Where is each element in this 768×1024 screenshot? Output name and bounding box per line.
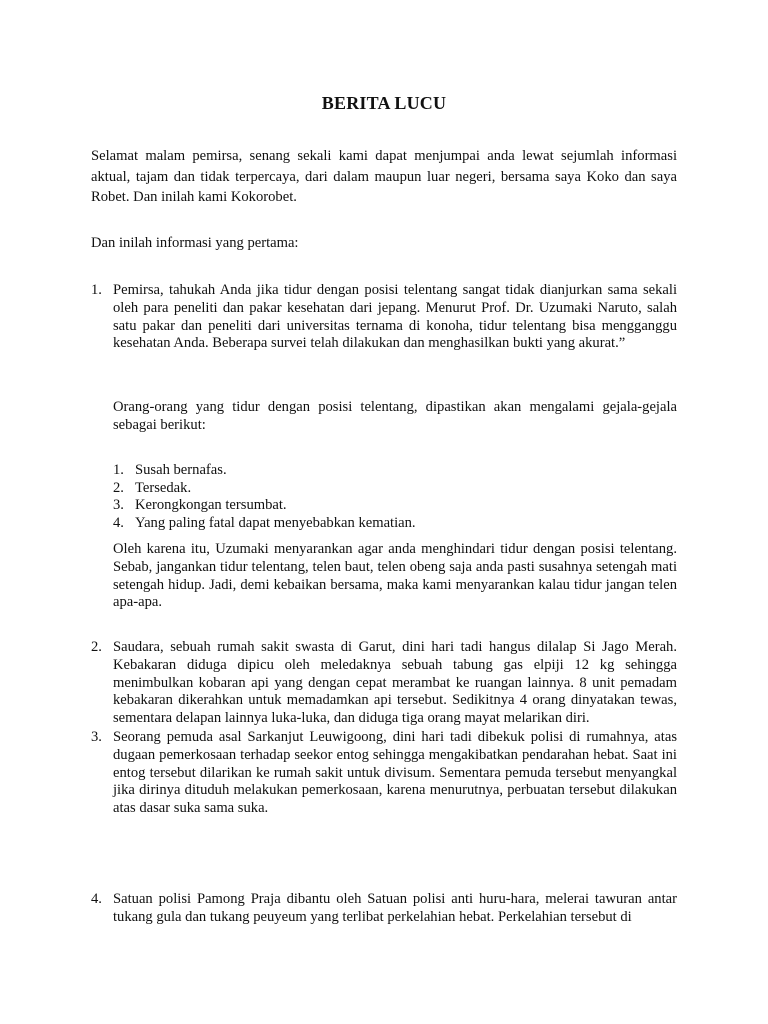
symptom-text: Kerongkongan tersumbat. (135, 497, 287, 513)
symptom-text: Yang paling fatal dapat menyebabkan kematian. (135, 515, 416, 531)
list-number: 3. (91, 729, 102, 745)
intro-paragraph: Selamat malam pemirsa, senang sekali kami dapat menjumpai anda lewat sejumlah informasi aktual, tajam dan tidak terpercaya, dari dalam maupun luar negeri, bersama saya Koko dan saya Robet. Dan inilah kami Kokorobet. (91, 148, 677, 205)
list-number: 4. (91, 891, 102, 907)
list-number: 1. (91, 282, 102, 298)
symptom-number: 3. (113, 497, 124, 513)
page-title: BERITA LUCU (321, 93, 447, 113)
symptom-text: Tersedak. (135, 480, 192, 496)
list-item-text: Saudara, sebuah rumah sakit swasta di Garut, dini hari tadi hangus dilalap Si Jago Merah. Kebakaran diduga dipicu oleh meledaknya sebuah tabung gas elpiji 12 kg sehingga menimbulkan kobaran api yang dengan cepat merambat ke ruangan lainnya. 8 unit pemadam kebakaran dikerahkan untuk memadamkan api tersebut. Sedikitnya 4 orang dinyatakan tewas, sementara delapan lainnya luka-luka, dan diduga tiga orang mayat melarikan diri. (113, 639, 677, 727)
list-number: 2. (91, 639, 102, 655)
list-item-text: Seorang pemuda asal Sarkanjut Leuwigoong, dini hari tadi dibekuk polisi di rumahnya, atas dugaan pemerkosaan terhadap seekor entog sehingga mengakibatkan pendarahan hebat. Saat ini entog tersebut dilarikan ke rumah sakit untuk divisum. Sementara pemuda tersebut menyangkal jika dirinya dituduh melakukan pemerkosaan, karena menurutnya, perbuatan tersebut dilakukan atas dasar suka sama suka. (113, 729, 677, 817)
symptom-number: 4. (113, 515, 124, 531)
first-info-paragraph: Dan inilah informasi yang pertama: (91, 235, 299, 251)
symptom-number: 2. (113, 480, 124, 496)
conclusion-paragraph: Oleh karena itu, Uzumaki menyarankan agar anda menghindari tidur dengan posisi telentang. Sebab, jangankan tidur telentang, telen baut, telen obeng saja anda pasti susahnya setengah mati setengah hidup. Jadi, demi kebaikan bersama, maka kami menyarankan kalau tidur jangan telen apa-apa. (113, 541, 677, 611)
list-item-text: Pemirsa, tahukah Anda jika tidur dengan posisi telentang sangat tidak dianjurkan sama sekali oleh para peneliti dan pakar kesehatan dari jepang. Menurut Prof. Dr. Uzumaki Naruto, salah satu pakar dan peneliti dari universitas ternama di konoha, tidur telentang bisa mengganggu kesehatan Anda. Beberapa survei telah dilakukan dan menghasilkan bukti yang akurat.” (113, 282, 677, 352)
symptom-number: 1. (113, 462, 124, 478)
symptom-text: Susah bernafas. (135, 462, 227, 478)
list-item-text: Satuan polisi Pamong Praja dibantu oleh Satuan polisi anti huru-hara, melerai tawuran antar tukang gula dan tukang peuyeum yang terlibat perkelahian hebat. Perkelahian tersebut di (113, 891, 677, 925)
symptoms-intro: Orang-orang yang tidur dengan posisi telentang, dipastikan akan mengalami gejala-gejala sebagai berikut: (113, 399, 677, 433)
